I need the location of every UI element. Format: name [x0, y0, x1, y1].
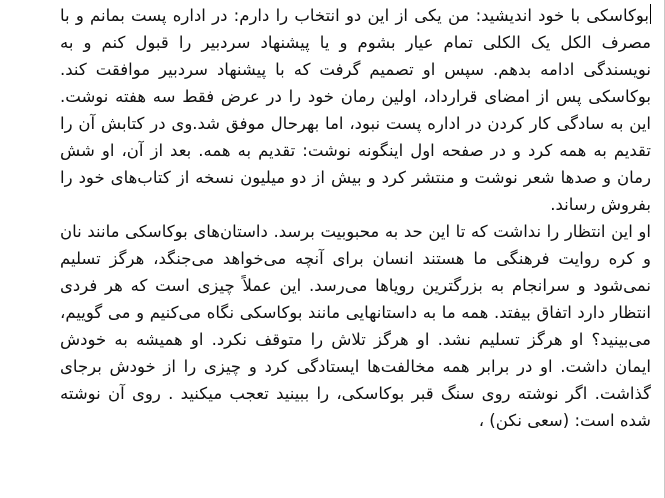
text-cursor	[650, 4, 651, 24]
document-body[interactable]	[60, 2, 651, 434]
paragraph-1[interactable]	[60, 2, 651, 218]
paragraph-2[interactable]: او این انتظار را نداشت که تا این حد به محبوبیت برسد. داستان‌های بوکاسکی مانند نان و کره روایت فرهنگی ما هستند انسان برای آنچه می‌خواهد می‌جنگد، هرگز تسلیم نمی‌شود و سرانجام به بزرگترین رویاها می‌رسد. این عملاً چیزی است که هر فردی انتظار دارد اتفاق بیفتد. همه ما به داستانهایی مانند بوکاسکی نگاه می‌کنیم و می گوییم، می‌بینید؟ او هرگز تسلیم نشد. او هرگز تلاش را متوقف نکرد. او همیشه به خودش ایمان داشت. او در برابر همه مخالفت‌ها ایستادگی کرد و چیزی را از خودش برجای گذاشت. اگر نوشته روی سنگ قبر بوکاسکی، را ببینید تعجب میکنید . روی آن نوشته شده است: (سعی نکن) ،	[60, 222, 651, 430]
paragraph-1-text: بوکاسکی با خود اندیشید: من یکی از این دو انتخاب را دارم: در اداره پست بمانم و با مصرف الکل یک الکلی تمام عیار بشوم و یا پیشنهاد سردبیر را قبول کنم و به نویسندگی ادامه بدهم. سپس او تصمیم گرفت که با پیشنهاد سردبیر موافقت کند. بوکاسکی پس از امضای قرارداد، اولین رمان خود را در عرض فقط سه هفته نوشت. این به سادگی کار کردن در اداره پست نبود، اما بهرحال موفق شد.وی در کتابش آن را تقدیم به همه کرد و در صفحه اول اینگونه نوشت: تقدیم به همه. بعد از آن، او شش رمان و صدها شعر نوشت و منتشر کرد و بیش از دو میلیون نسخه از کتاب‌های خود را بفروش رساند.	[60, 6, 651, 214]
